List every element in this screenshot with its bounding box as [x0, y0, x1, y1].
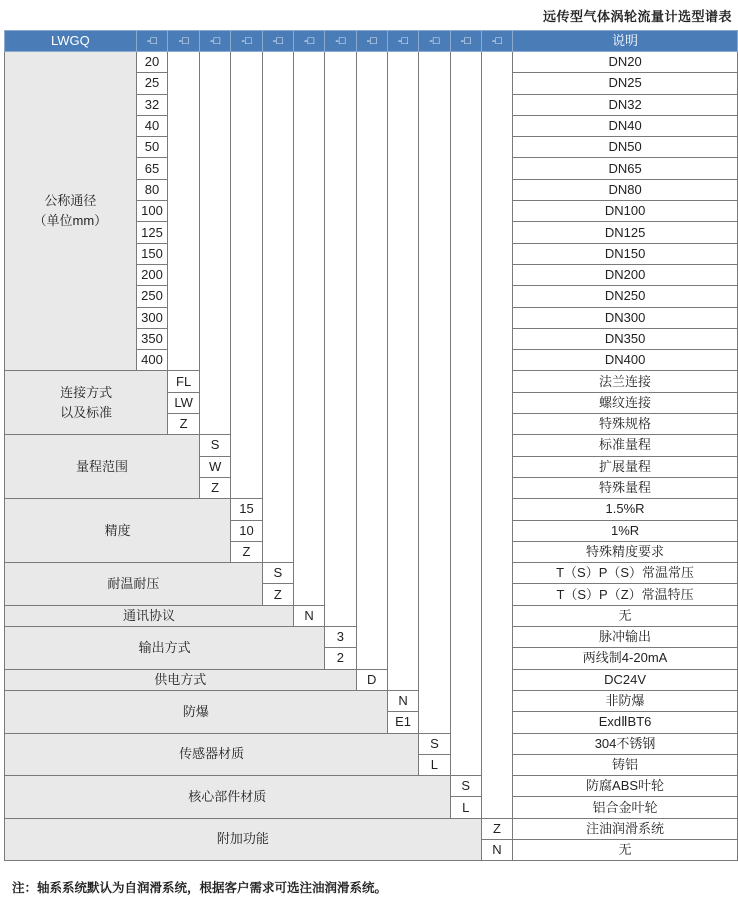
option-description: DN25	[513, 73, 738, 94]
option-code: 65	[136, 158, 168, 179]
option-description: 扩展量程	[513, 456, 738, 477]
option-code: 150	[136, 243, 168, 264]
option-description: T（S）P（S）常温常压	[513, 563, 738, 584]
group-label-line: 供电方式	[154, 671, 207, 687]
code-slot-header: -□	[231, 31, 262, 52]
option-code: 3	[325, 627, 356, 648]
selection-spec-table	[4, 30, 738, 861]
option-description: DN200	[513, 264, 738, 285]
option-code: S	[199, 435, 230, 456]
option-description: 法兰连接	[513, 371, 738, 392]
option-description: 脉冲输出	[513, 627, 738, 648]
group-label-line: 输出方式	[138, 639, 191, 655]
option-code: Z	[481, 818, 512, 839]
option-description: 特殊精度要求	[513, 541, 738, 562]
option-description: 1.5%R	[513, 499, 738, 520]
option-code: 15	[231, 499, 262, 520]
option-description: 特殊规格	[513, 414, 738, 435]
page-title: 远传型气体涡轮流量计选型谱表	[542, 9, 732, 24]
option-code: E1	[387, 712, 418, 733]
model-header: LWGQ	[5, 31, 137, 52]
option-description: 特殊量程	[513, 477, 738, 498]
group-label-line: 量程范围	[75, 458, 128, 474]
option-code: 200	[136, 264, 168, 285]
option-description: 螺纹连接	[513, 392, 738, 413]
code-slot-header: -□	[168, 31, 200, 52]
option-description: 铸铝	[513, 754, 738, 775]
option-description: DN150	[513, 243, 738, 264]
option-code: 400	[136, 350, 168, 371]
option-description: T（S）P（Z）常温特压	[513, 584, 738, 605]
option-description: ExdⅡBT6	[513, 712, 738, 733]
blank-column-cell	[231, 52, 262, 499]
code-slot-header: -□	[262, 31, 293, 52]
group-label	[5, 733, 419, 776]
group-label	[5, 499, 231, 563]
option-description: DN100	[513, 201, 738, 222]
option-code: 40	[136, 115, 168, 136]
option-code: 32	[136, 94, 168, 115]
group-label	[5, 690, 388, 733]
code-slot-header: -□	[419, 31, 450, 52]
group-label	[5, 818, 482, 861]
group-label-line: 附加功能	[216, 831, 269, 847]
option-code: S	[419, 733, 450, 754]
blank-column-cell	[262, 52, 293, 563]
option-code: 20	[136, 52, 168, 73]
code-slot-header: -□	[136, 31, 168, 52]
option-code: L	[419, 754, 450, 775]
table-row	[5, 52, 738, 73]
option-description: DN65	[513, 158, 738, 179]
option-description: 304不锈钢	[513, 733, 738, 754]
footnote: 注：轴系系统默认为自润滑系统，根据客户需求可选注油润滑系统。	[12, 881, 388, 895]
group-label-line: 核心部件材质	[188, 788, 267, 804]
group-label	[5, 669, 357, 690]
option-description: 防腐ABS叶轮	[513, 776, 738, 797]
group-label-line: 通讯协议	[122, 607, 175, 623]
option-code: LW	[168, 392, 200, 413]
blank-column-cell	[387, 52, 418, 691]
option-code: Z	[199, 477, 230, 498]
group-label-line: 传感器材质	[179, 746, 245, 762]
table-row	[5, 818, 738, 839]
option-code: 350	[136, 328, 168, 349]
option-description: DN40	[513, 115, 738, 136]
option-description: DC24V	[513, 669, 738, 690]
option-code: Z	[231, 541, 262, 562]
option-code: 125	[136, 222, 168, 243]
blank-column-cell	[325, 52, 356, 627]
code-slot-header: -□	[199, 31, 230, 52]
group-label	[5, 776, 451, 819]
group-label-line: 公称通径	[44, 193, 97, 209]
option-description: DN400	[513, 350, 738, 371]
option-description: 非防爆	[513, 690, 738, 711]
code-slot-header: -□	[293, 31, 324, 52]
description-header: 说明	[513, 31, 738, 52]
code-slot-header: -□	[450, 31, 481, 52]
group-label-line: 防爆	[182, 703, 209, 719]
group-label-line: 耐温耐压	[107, 575, 160, 591]
option-code: 80	[136, 179, 168, 200]
option-description: DN32	[513, 94, 738, 115]
group-label-line: 以及标准	[60, 404, 113, 420]
option-code: N	[387, 690, 418, 711]
table-row	[5, 776, 738, 797]
blank-column-cell	[168, 52, 200, 371]
option-code: W	[199, 456, 230, 477]
option-code: 300	[136, 307, 168, 328]
option-description: DN125	[513, 222, 738, 243]
code-slot-header: -□	[481, 31, 512, 52]
option-description: DN250	[513, 286, 738, 307]
group-label	[5, 563, 263, 606]
group-label	[5, 52, 137, 371]
option-code: N	[293, 605, 324, 626]
option-description: 铝合金叶轮	[513, 797, 738, 818]
option-description: DN350	[513, 328, 738, 349]
option-description: 标准量程	[513, 435, 738, 456]
blank-column-cell	[199, 52, 230, 435]
table-row	[5, 733, 738, 754]
option-code: 2	[325, 648, 356, 669]
option-description: 注油润滑系统	[513, 818, 738, 839]
code-slot-header: -□	[325, 31, 356, 52]
option-code: D	[356, 669, 387, 690]
group-label	[5, 435, 200, 499]
option-description: 无	[513, 839, 738, 860]
option-code: FL	[168, 371, 200, 392]
code-slot-header: -□	[387, 31, 418, 52]
option-code: N	[481, 839, 512, 860]
option-description: 无	[513, 605, 738, 626]
option-code: S	[450, 776, 481, 797]
option-code: 100	[136, 201, 168, 222]
group-label-line: （单位mm）	[33, 213, 108, 229]
option-code: Z	[262, 584, 293, 605]
blank-column-cell	[481, 52, 512, 819]
table-row	[5, 690, 738, 711]
option-code: 250	[136, 286, 168, 307]
group-label	[5, 605, 294, 626]
option-description: 两线制4-20mA	[513, 648, 738, 669]
header-row	[5, 31, 738, 52]
option-description: 1%R	[513, 520, 738, 541]
option-description: DN80	[513, 179, 738, 200]
blank-column-cell	[419, 52, 450, 734]
group-label-line: 精度	[104, 522, 131, 538]
option-code: 50	[136, 137, 168, 158]
table-row	[5, 669, 738, 690]
group-label-line: 连接方式	[60, 384, 113, 400]
option-description: DN300	[513, 307, 738, 328]
blank-column-cell	[293, 52, 324, 606]
option-code: Z	[168, 414, 200, 435]
option-description: DN50	[513, 137, 738, 158]
blank-column-cell	[450, 52, 481, 776]
option-code: L	[450, 797, 481, 818]
group-label	[5, 371, 168, 435]
option-description: DN20	[513, 52, 738, 73]
option-code: 25	[136, 73, 168, 94]
option-code: 10	[231, 520, 262, 541]
code-slot-header: -□	[356, 31, 387, 52]
blank-column-cell	[356, 52, 387, 670]
group-label	[5, 627, 325, 670]
option-code: S	[262, 563, 293, 584]
